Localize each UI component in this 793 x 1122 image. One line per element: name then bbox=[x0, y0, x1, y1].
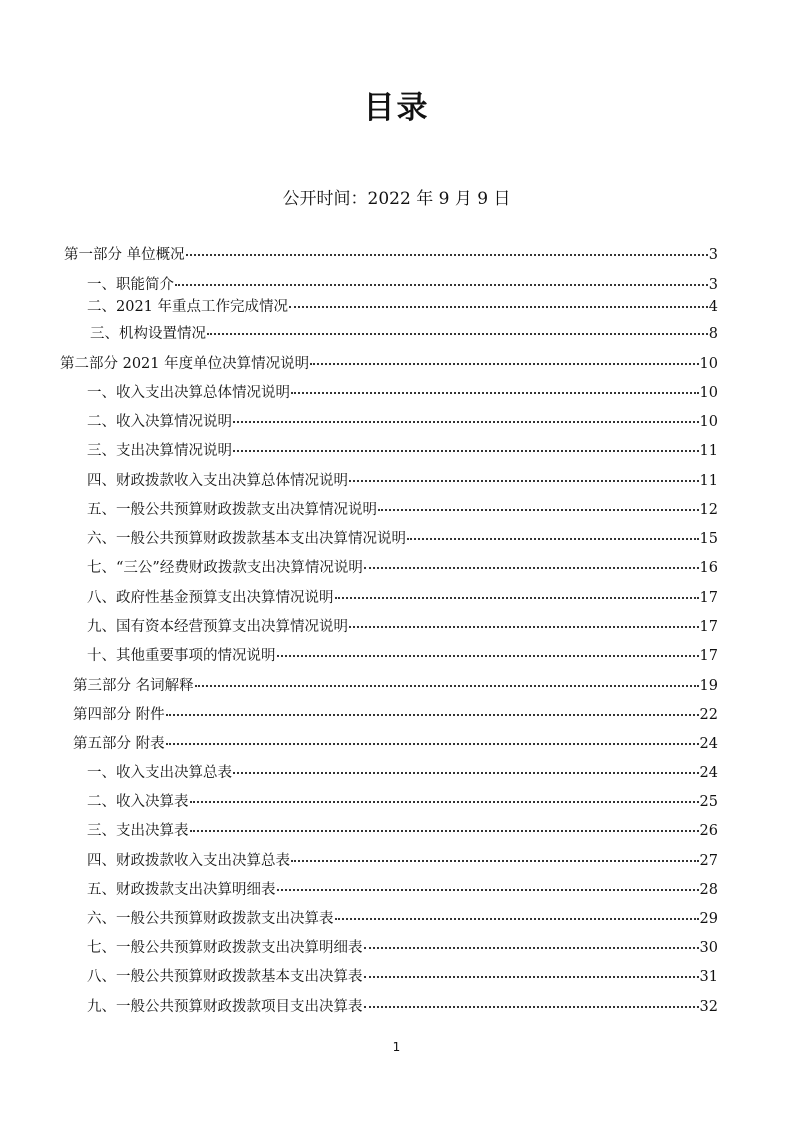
toc-leader bbox=[195, 684, 699, 687]
toc-entry-label: 第二部分 2021 年度单位决算情况说明 bbox=[60, 356, 310, 372]
toc-leader bbox=[207, 332, 708, 335]
toc-entry-label: 一、职能简介 bbox=[87, 277, 174, 293]
toc-entry-label: 二、收入决算情况说明 bbox=[87, 414, 232, 430]
toc-entry[interactable] bbox=[87, 761, 718, 783]
toc-entry[interactable] bbox=[87, 936, 718, 958]
toc-leader bbox=[407, 537, 699, 540]
publish-date: 公开时间：2022 年 9 月 9 日 bbox=[282, 189, 511, 209]
toc-leader bbox=[291, 391, 699, 394]
toc-entry[interactable] bbox=[87, 527, 718, 549]
toc-entry-page: 19 bbox=[699, 678, 718, 694]
toc-leader bbox=[364, 566, 699, 569]
toc-entry[interactable] bbox=[64, 243, 718, 265]
toc-entry-label: 三、支出决算表 bbox=[87, 823, 189, 839]
toc-entry[interactable] bbox=[87, 586, 718, 608]
toc-entry[interactable] bbox=[87, 439, 718, 461]
toc-entry-label: 三、机构设置情况 bbox=[90, 326, 206, 342]
page-title: 目录 bbox=[363, 90, 430, 126]
toc-leader bbox=[378, 508, 699, 511]
toc-entry-page: 22 bbox=[699, 707, 718, 723]
toc-leader bbox=[186, 253, 708, 256]
toc-entry-label: 五、一般公共预算财政拨款支出决算情况说明 bbox=[87, 502, 377, 518]
toc-entry[interactable] bbox=[87, 498, 718, 520]
toc-entry-label: 第一部分 单位概况 bbox=[64, 247, 185, 263]
toc-leader bbox=[233, 771, 699, 774]
toc-entry-page: 26 bbox=[699, 823, 718, 839]
toc-entry[interactable] bbox=[60, 352, 718, 374]
toc-leader bbox=[175, 283, 708, 286]
toc-entry[interactable] bbox=[87, 849, 718, 871]
toc-leader bbox=[310, 362, 698, 365]
toc-entry-page: 11 bbox=[699, 443, 718, 459]
toc-entry-page: 3 bbox=[708, 247, 718, 263]
toc-entry[interactable] bbox=[87, 790, 718, 812]
toc-entry-label: 八、政府性基金预算支出决算情况说明 bbox=[87, 590, 334, 606]
toc-entry-label: 四、财政拨款收入支出决算总表 bbox=[87, 853, 290, 869]
toc-leader bbox=[233, 420, 699, 423]
toc-entry-page: 10 bbox=[699, 385, 718, 401]
toc-entry-page: 30 bbox=[699, 940, 718, 956]
toc-entry[interactable] bbox=[73, 674, 718, 696]
toc-entry-page: 17 bbox=[699, 648, 718, 664]
toc-leader bbox=[349, 479, 699, 482]
toc-entry-page: 15 bbox=[699, 531, 718, 547]
toc-entry[interactable] bbox=[73, 732, 718, 754]
toc-entry[interactable] bbox=[87, 410, 718, 432]
toc-leader bbox=[190, 800, 699, 803]
toc-leader bbox=[166, 713, 699, 716]
toc-entry[interactable] bbox=[87, 556, 718, 578]
toc-entry-page: 25 bbox=[699, 794, 718, 810]
toc-entry-label: 五、财政拨款支出决算明细表 bbox=[87, 882, 276, 898]
toc-entry-page: 16 bbox=[699, 560, 718, 576]
toc-entry-page: 17 bbox=[699, 590, 718, 606]
toc-entry-label: 第四部分 附件 bbox=[73, 707, 165, 723]
toc-entry-page: 32 bbox=[699, 999, 718, 1015]
toc-entry-page: 12 bbox=[699, 502, 718, 518]
toc-leader bbox=[291, 859, 699, 862]
toc-entry-label: 六、一般公共预算财政拨款支出决算表 bbox=[87, 911, 334, 927]
toc-leader bbox=[190, 829, 699, 832]
toc-leader bbox=[233, 449, 699, 452]
toc-leader bbox=[277, 888, 699, 891]
toc-entry-label: 九、国有资本经营预算支出决算情况说明 bbox=[87, 619, 348, 635]
toc-entry[interactable] bbox=[90, 322, 718, 344]
page-number: 1 bbox=[392, 1040, 401, 1054]
toc-leader bbox=[364, 975, 699, 978]
toc-entry-page: 10 bbox=[699, 356, 718, 372]
toc-leader bbox=[277, 654, 699, 657]
toc-leader bbox=[335, 596, 699, 599]
toc-entry-page: 11 bbox=[699, 473, 718, 489]
toc-entry-page: 24 bbox=[699, 765, 718, 781]
toc-entry-page: 31 bbox=[699, 969, 718, 985]
toc-leader bbox=[166, 742, 699, 745]
toc-entry-label: 七、“三公”经费财政拨款支出决算情况说明 bbox=[87, 560, 363, 576]
toc-entry-label: 八、一般公共预算财政拨款基本支出决算表 bbox=[87, 969, 363, 985]
toc-entry[interactable] bbox=[87, 907, 718, 929]
toc-entry-label: 七、一般公共预算财政拨款支出决算明细表 bbox=[87, 940, 363, 956]
toc-entry-label: 第三部分 名词解释 bbox=[73, 678, 194, 694]
toc-entry-page: 8 bbox=[708, 326, 718, 342]
toc-entry[interactable] bbox=[87, 878, 718, 900]
toc-entry-page: 3 bbox=[708, 277, 718, 293]
toc-entry-label: 九、一般公共预算财政拨款项目支出决算表 bbox=[87, 999, 363, 1015]
toc-entry-label: 十、其他重要事项的情况说明 bbox=[87, 648, 276, 664]
toc-leader bbox=[289, 305, 708, 308]
toc-entry-label: 一、收入支出决算总体情况说明 bbox=[87, 385, 290, 401]
toc-entry[interactable] bbox=[87, 615, 718, 637]
toc-entry-label: 二、收入决算表 bbox=[87, 794, 189, 810]
toc-entry[interactable] bbox=[87, 469, 718, 491]
toc-leader bbox=[349, 625, 699, 628]
toc-leader bbox=[335, 917, 699, 920]
toc-entry[interactable] bbox=[87, 965, 718, 987]
toc-entry-page: 24 bbox=[699, 736, 718, 752]
toc-entry[interactable] bbox=[87, 644, 718, 666]
toc-leader bbox=[364, 1005, 699, 1008]
toc-entry-label: 四、财政拨款收入支出决算总体情况说明 bbox=[87, 473, 348, 489]
toc-entry-page: 4 bbox=[708, 299, 718, 315]
toc-entry[interactable] bbox=[87, 273, 718, 295]
toc-entry-label: 一、收入支出决算总表 bbox=[87, 765, 232, 781]
toc-entry-label: 二、2021 年重点工作完成情况 bbox=[87, 299, 289, 315]
toc-entry[interactable] bbox=[87, 819, 718, 841]
toc-entry-label: 三、支出决算情况说明 bbox=[87, 443, 232, 459]
toc-entry[interactable] bbox=[73, 703, 718, 725]
toc-entry-page: 27 bbox=[699, 853, 718, 869]
toc-entry[interactable] bbox=[87, 995, 718, 1017]
toc-entry-page: 28 bbox=[699, 882, 718, 898]
toc-entry-page: 29 bbox=[699, 911, 718, 927]
toc-entry-label: 第五部分 附表 bbox=[73, 736, 165, 752]
toc-entry[interactable] bbox=[87, 295, 718, 317]
toc-leader bbox=[364, 946, 699, 949]
toc-entry-page: 17 bbox=[699, 619, 718, 635]
toc-entry-label: 六、一般公共预算财政拨款基本支出决算情况说明 bbox=[87, 531, 406, 547]
toc-entry[interactable] bbox=[87, 381, 718, 403]
toc-entry-page: 10 bbox=[699, 414, 718, 430]
